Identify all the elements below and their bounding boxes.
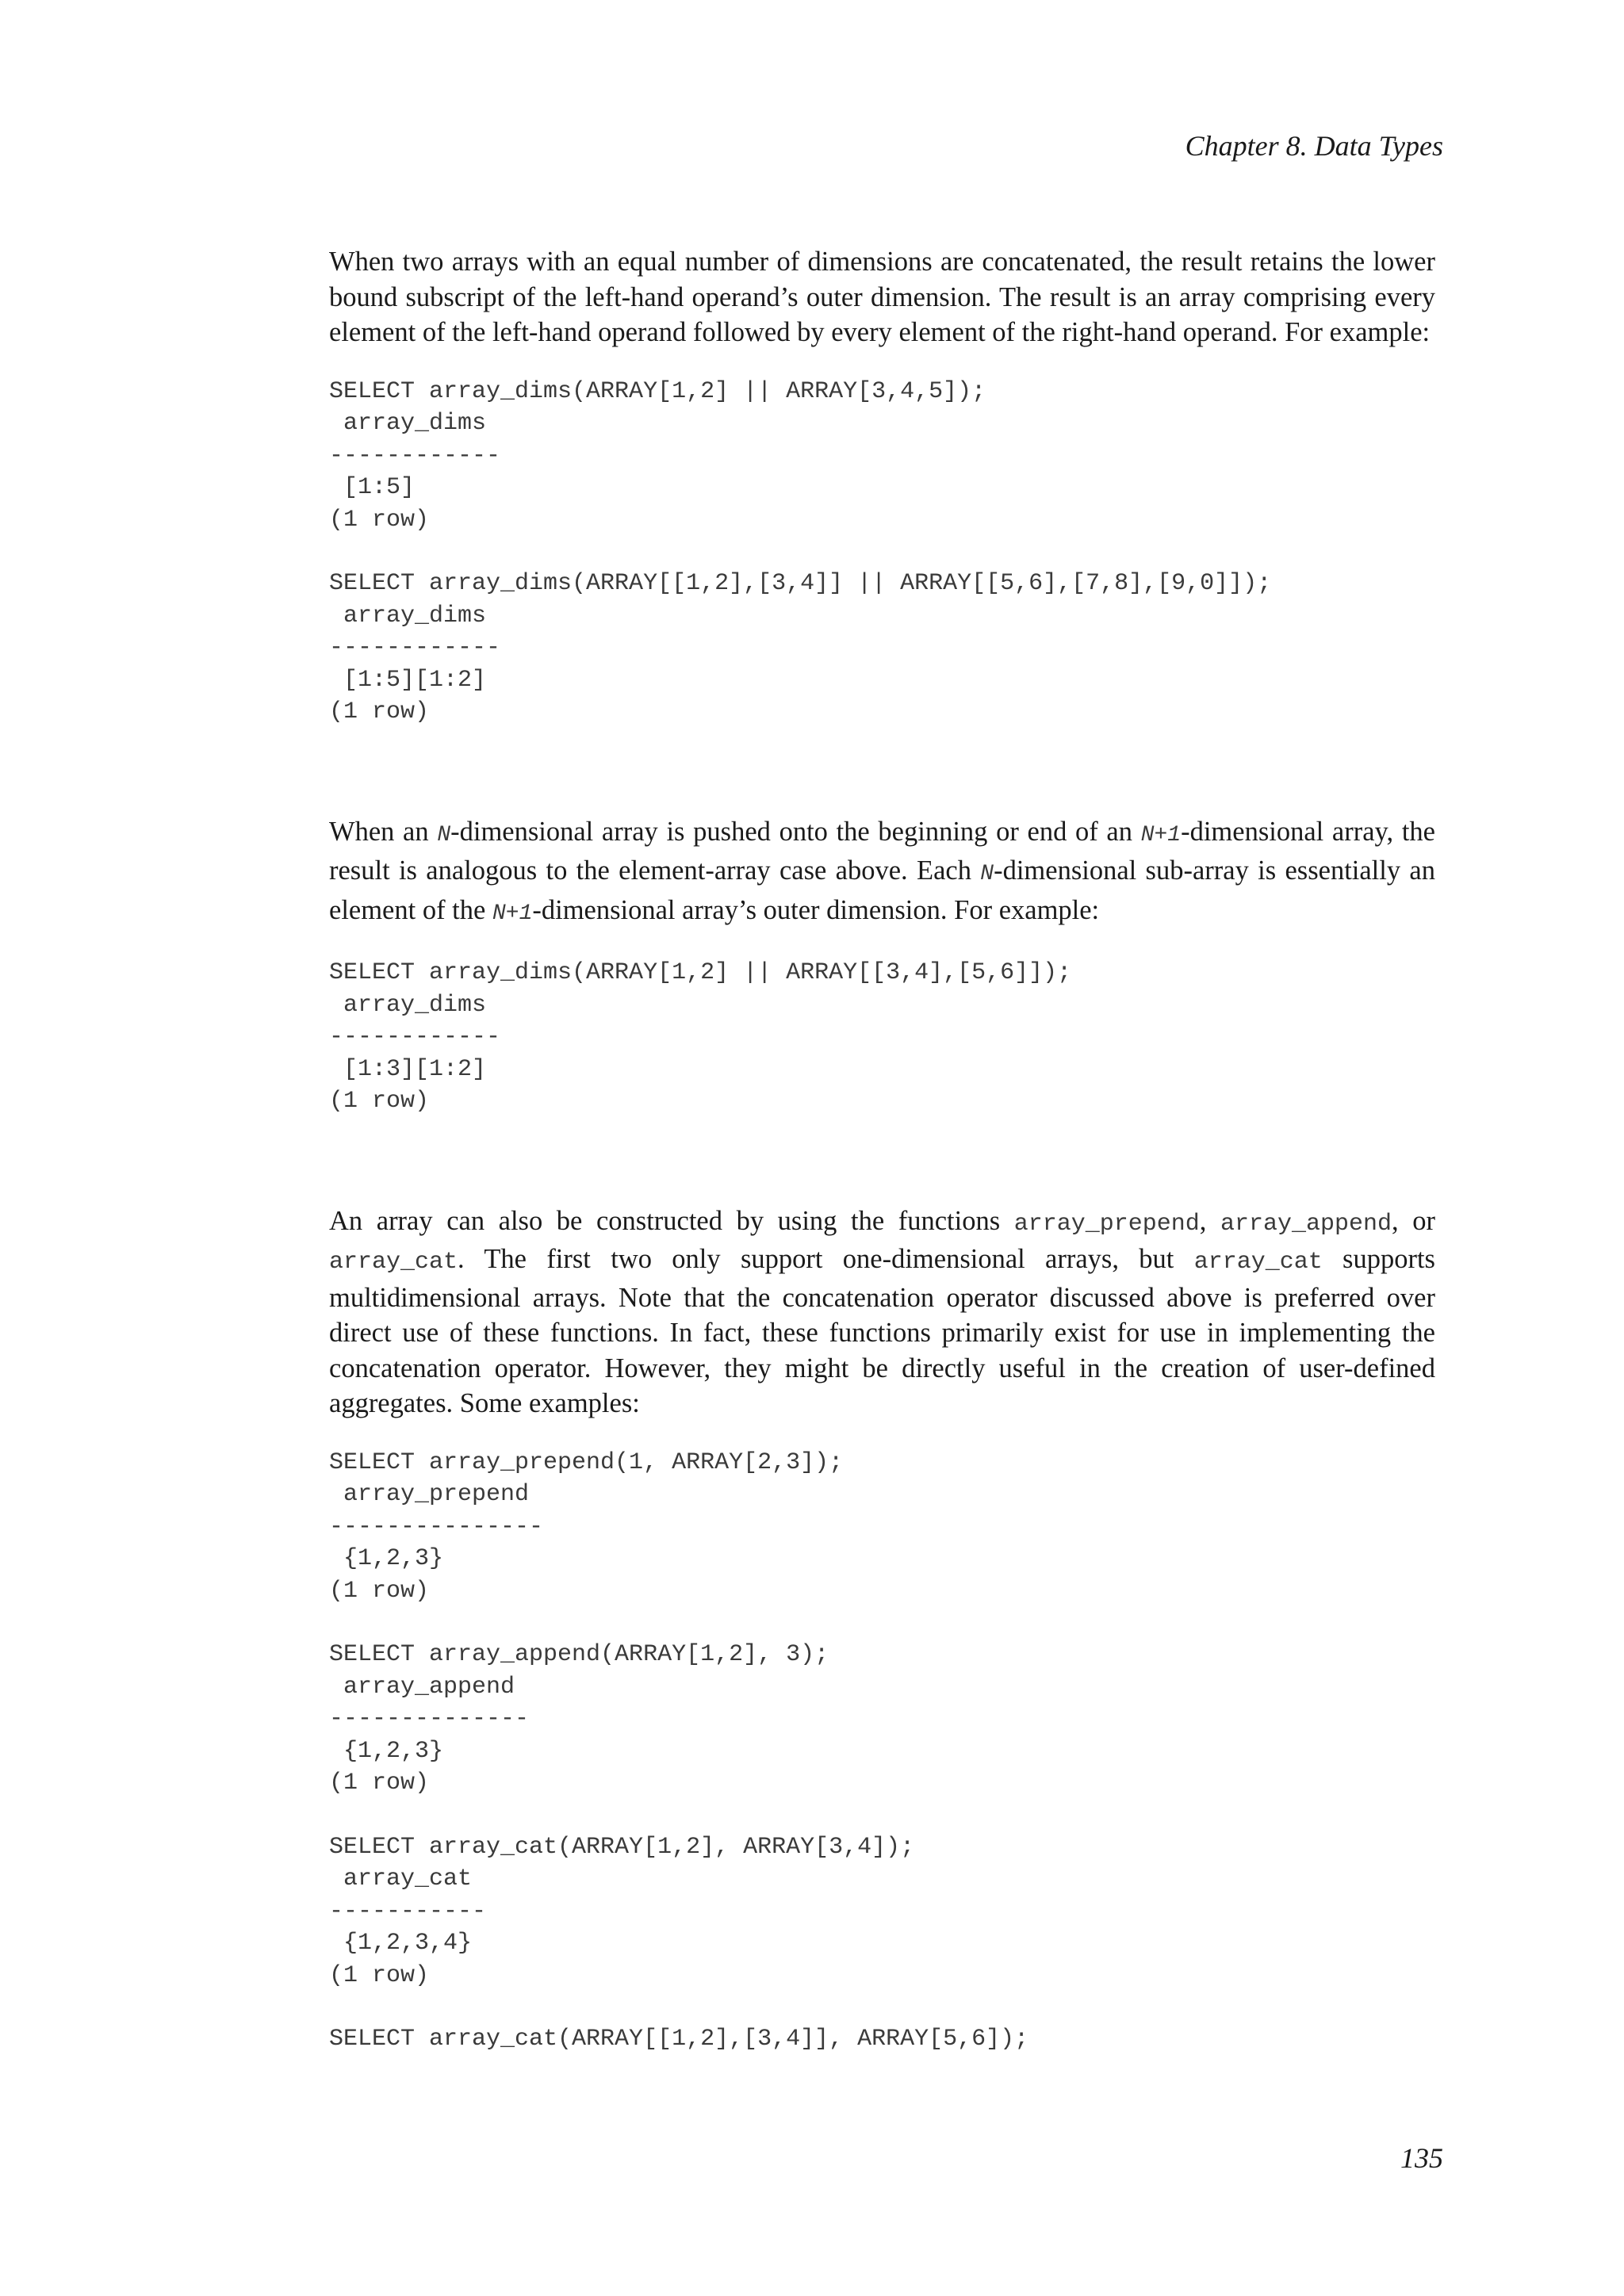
math-n-plus-1: N+1	[492, 901, 533, 926]
code-example-array-dims-2: SELECT array_dims(ARRAY[[1,2],[3,4]] || ARRAY[[5,6],[7,8],[9,0]]); array_dims ------------ [1:5][1:2] (1 row)	[329, 570, 1272, 725]
running-header: Chapter 8. Data Types	[1185, 130, 1443, 162]
inline-code-array-prepend: array_prepend	[1013, 1210, 1200, 1238]
inline-code-array-cat: array_cat	[1193, 1249, 1323, 1276]
inline-code-array-cat: array_cat	[329, 1249, 458, 1276]
paragraph-concat-equal-dims: When two arrays with an equal number of dimensions are concatenated, the result retains the lower bound subscript of the left-hand operand’s outer dimension. The result is an array comprising every element of the left-hand operand followed by every element of the right-hand operand. For example:	[329, 247, 1435, 347]
code-example-array-cat-2: SELECT array_cat(ARRAY[[1,2],[3,4]], ARRAY[5,6]);	[329, 2026, 1029, 2053]
math-n: N	[980, 862, 994, 886]
inline-code-array-append: array_append	[1220, 1210, 1392, 1238]
paragraph-array-functions: An array can also be constructed by using the functions array_prepend, array_append, or array_cat. The first two only support one-dimensional arrays, but array_cat supports multidimensional arrays. Note that the concatenation operator discussed above is preferred over direct use of these functions. In fact, these functions primarily exist for use in implementing the concatenation operator. However, they might be directly useful in the creation of user-defined aggregates. Some examples:	[329, 1205, 1435, 1418]
page-content	[329, 244, 1435, 2056]
math-n-plus-1: N+1	[1140, 822, 1182, 848]
code-example-array-dims-1: SELECT array_dims(ARRAY[1,2] || ARRAY[3,4,5]); array_dims ------------ [1:5] (1 row)	[329, 377, 986, 534]
page-number: 135	[1400, 2142, 1443, 2174]
code-example-array-dims-3: SELECT array_dims(ARRAY[1,2] || ARRAY[[3,4],[5,6]]); array_dims ------------ [1:3][1:2] (1 row)	[329, 959, 1072, 1115]
code-example-array-append: SELECT array_append(ARRAY[1,2], 3); array_append -------------- {1,2,3} (1 row)	[329, 1641, 829, 1797]
code-example-array-prepend: SELECT array_prepend(1, ARRAY[2,3]); array_prepend --------------- {1,2,3} (1 row)	[329, 1448, 844, 1605]
paragraph-n-dimensional-push: When an N-dimensional array is pushed onto the beginning or end of an N+1-dimensional array, the result is analogous to the element-array case above. Each N-dimensional sub-array is essentially an element of the N+1-dimensional array’s outer dimension. For example:	[329, 816, 1435, 926]
math-n: N	[437, 822, 451, 848]
code-example-array-cat-1: SELECT array_cat(ARRAY[1,2], ARRAY[3,4]); array_cat ----------- {1,2,3,4} (1 row)	[329, 1833, 915, 1989]
